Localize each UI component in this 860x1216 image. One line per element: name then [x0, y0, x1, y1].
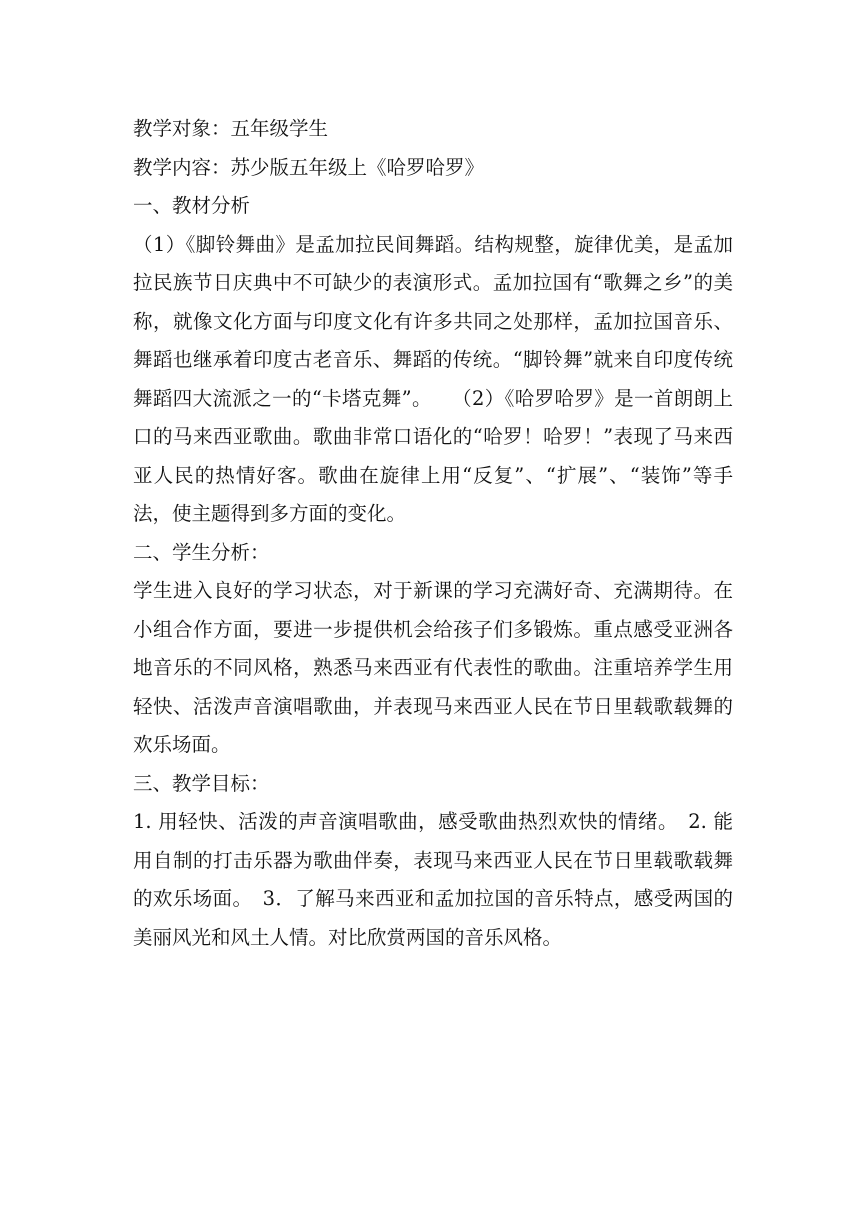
- material-analysis-paragraph: （1）《脚铃舞曲》是孟加拉民间舞蹈。结构规整，旋律优美，是孟加拉民族节日庆典中不可缺少的表演形式。孟加拉国有“歌舞之乡”的美称，就像文化方面与印度文化有许多共同之处那样，孟加拉国音乐、舞蹈也继承着印度古老音乐、舞蹈的传统。“脚铃舞”就来自印度传统舞蹈四大流派之一的“卡塔克舞”。 （2）《哈罗哈罗》是一首朗朗上口的马来西亚歌曲。歌曲非常口语化的“哈罗！哈罗！”表现了马来西亚人民的热情好客。歌曲在旋律上用“反复”、“扩展”、“装饰”等手法，使主题得到多方面的变化。: [133, 232, 733, 525]
- teaching-target: 教学对象：五年级学生: [133, 117, 329, 140]
- section-heading-material-analysis: 一、教材分析: [133, 194, 251, 217]
- teaching-goals-paragraph: 1. 用轻快、活泼的声音演唱歌曲，感受歌曲热烈欢快的情绪。 2. 能用自制的打击乐器为歌曲伴奏，表现马来西亚人民在节日里载歌载舞的欢乐场面。 3．了解马来西亚和孟加拉国的音乐特点，感受两国的美丽风光和风土人情。对比欣赏两国的音乐风格。: [133, 810, 733, 949]
- section-heading-student-analysis: 二、学生分析：: [133, 540, 270, 564]
- teaching-content: 教学内容：苏少版五年级上《哈罗哈罗》: [133, 155, 485, 179]
- student-analysis-paragraph: 学生进入良好的学习状态，对于新课的学习充满好奇、充满期待。在小组合作方面，要进一步提供机会给孩子们多锻炼。重点感受亚洲各地音乐的不同风格，熟悉马来西亚有代表性的歌曲。注重培养学生用轻快、活泼声音演唱歌曲，并表现马来西亚人民在节日里载歌载舞的欢乐场面。: [133, 579, 733, 756]
- document-body: [133, 110, 733, 957]
- section-heading-teaching-goals: 三、教学目标：: [133, 771, 270, 795]
